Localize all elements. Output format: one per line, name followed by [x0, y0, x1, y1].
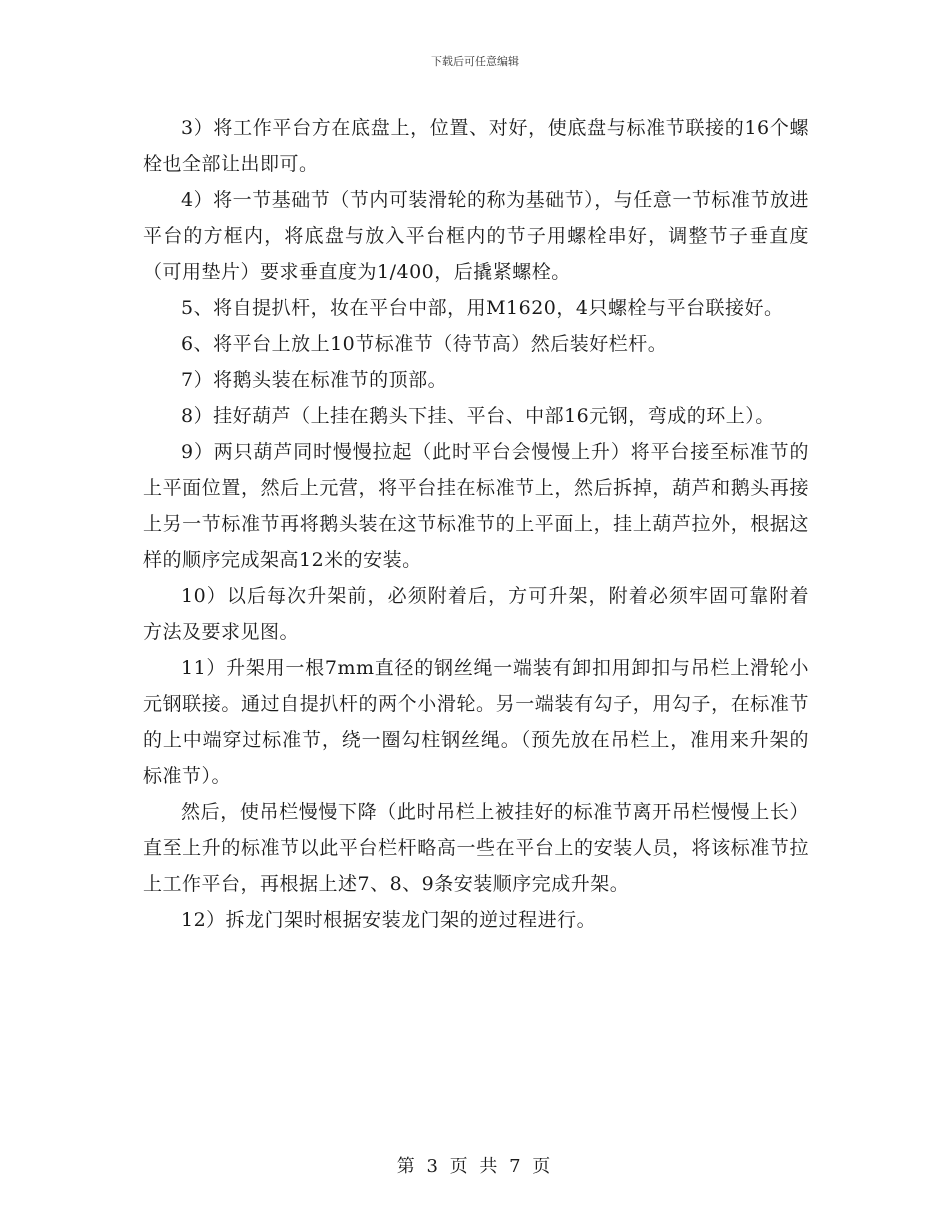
paragraph-step-9: 9）两只葫芦同时慢慢拉起（此时平台会慢慢上升）将平台接至标准节的上平面位置，然后上元营，将平台挂在标准节上，然后拆掉，葫芦和鹅头再接上另一节标准节再将鹅头装在这节标准节的上平面上，挂上葫芦拉外，根据这样的顺序完成架高12米的安装。: [143, 441, 809, 571]
paragraph-step-8: 8）挂好葫芦（上挂在鹅头下挂、平台、中部16元钢，弯成的环上）。: [181, 405, 775, 427]
paragraph-step-6: 6、将平台上放上10节标准节（待节高）然后装好栏杆。: [181, 333, 668, 355]
paragraph-step-10: 10）以后每次升架前，必须附着后，方可升架，附着必须牢固可靠附着方法及要求见图。: [143, 585, 809, 643]
paragraph-step-12: 12）拆龙门架时根据安装龙门架的逆过程进行。: [181, 909, 597, 931]
paragraph-step-3: 3）将工作平台方在底盘上，位置、对好，使底盘与标准节联接的16个螺栓也全部让出即可。: [143, 117, 809, 175]
page-footer: 第 3 页 共 7 页: [396, 1156, 554, 1177]
paragraph-continuation: 然后，使吊栏慢慢下降（此时吊栏上被挂好的标准节离开吊栏慢慢上长）直至上升的标准节以此平台栏杆略高一些在平台上的安装人员，将该标准节拉上工作平台，再根据上述7、8、9条安装顺序完成升架。: [143, 801, 809, 895]
document-body: [143, 110, 809, 938]
paragraph-step-4: 4）将一节基础节（节内可装滑轮的称为基础节），与任意一节标准节放进平台的方框内，将底盘与放入平台框内的节子用螺栓串好，调整节子垂直度（可用垫片）要求垂直度为1/400，后撬紧螺栓。: [143, 189, 809, 283]
paragraph-step-7: 7）将鹅头装在标准节的顶部。: [181, 369, 448, 391]
paragraph-step-5: 5、将自提扒杆，妆在平台中部，用M1620，4只螺栓与平台联接好。: [181, 297, 784, 319]
page-header: 下载后可任意编辑: [431, 55, 519, 68]
paragraph-step-11: 11）升架用一根7mm直径的钢丝绳一端装有卸扣用卸扣与吊栏上滑轮小元钢联接。通过自提扒杆的两个小滑轮。另一端装有勾子，用勾子，在标准节的上中端穿过标准节，绕一圈勾柱钢丝绳。（预先放在吊栏上，准用来升架的标准节）。: [143, 657, 809, 787]
